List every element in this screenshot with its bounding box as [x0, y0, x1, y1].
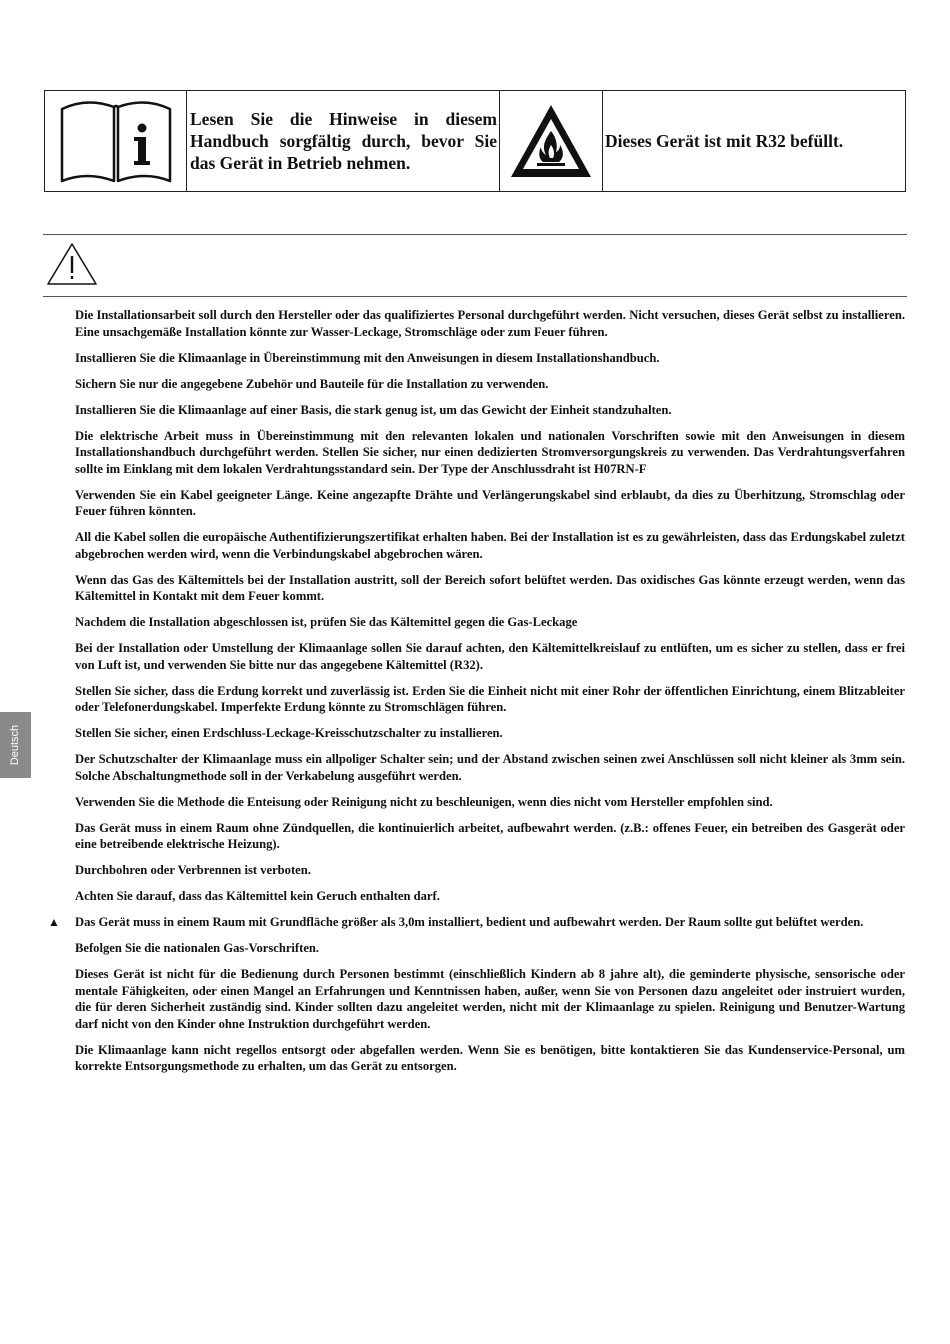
instruction-paragraph: Die elektrische Arbeit muss in Übereinstimmung mit den relevanten lokalen und nationalen Vorschriften sowie mit den Anweisungen in diesem Installationshandbuch durchgeführt werden. Stellen Sie sicher, nur einen dedizierten Stromversorgungskreis zu verwenden. Das Verdrahtungsverfahren sollte im Einklang mit dem lokalen Verdrahtungsstandard sein. Der Type der Anschlussdraht ist H07RN-F: [75, 428, 905, 476]
instruction-paragraph: Installieren Sie die Klimaanlage auf einer Basis, die stark genug ist, um das Gewicht der Einheit standzuhalten.: [75, 402, 672, 417]
read-manual-text: Lesen Sie die Hinweise in diesem Handbuch sorgfältig durch, bevor Sie das Gerät in Betrieb nehmen.: [190, 109, 497, 173]
header-notice-table: [44, 90, 906, 192]
safety-instructions: [48, 307, 905, 1084]
warning-icon-wrap: [45, 241, 99, 292]
instruction-paragraph: Verwenden Sie ein Kabel geeigneter Länge. Keine angezapfte Drähte und Verlängerungskabel sind erblaubt, da dies zu Überhitzung, Stromschlag oder Feuer führen könnten.: [75, 487, 905, 518]
instruction-paragraph: Der Schutzschalter der Klimaanlage muss ein allpoliger Schalter sein; und der Abstand zwischen seinen zwei Anschlüssen soll nicht kleiner als 3mm sein. Solche Abschaltungmethode soll in der Verkabelung ausgeführt werden.: [75, 752, 905, 783]
instruction-paragraph: Sichern Sie nur die angegebene Zubehör und Bauteile für die Installation zu verwenden.: [75, 376, 549, 391]
instruction-paragraph: Die Klimaanlage kann nicht regellos entsorgt oder abgefallen werden. Wenn Sie es benötigen, bitte kontaktieren Sie das Kundenservice-Personal, um korrekte Entsorgungsmethode zu erhalten, um das Gerät zu entsorgen.: [75, 1042, 905, 1073]
instruction-paragraph: Installieren Sie die Klimaanlage in Übereinstimmung mit den Anweisungen in diesem Installationshandbuch.: [75, 350, 660, 365]
instruction-paragraph: Befolgen Sie die nationalen Gas-Vorschriften.: [75, 941, 320, 955]
instruction-text: Das Gerät muss in einem Raum mit Grundfläche größer als 3,0m installiert, bedient und aufbewahrt werden. Der Raum sollte gut belüftet werden.: [75, 915, 864, 929]
instruction-paragraph: Dieses Gerät ist nicht für die Bedienung durch Personen bestimmt (einschließlich Kindern ab 8 jahre alt), die geminderte physische, sensorische oder mentale Fähigkeiten, oder einen Mangel an Erfahrungen und Kenntnissen haben, außer, wenn Sie von Personen dazu angeleitet oder instruiert wurden, die für deren Sicherheit zuständig sind. Kinder sollten dazu angeleitet werden, nicht mit der Klimaanlage zu spielen. Reinigung und Benutzer-Wartung darf nicht von den Kinder ohne Instruktion durchgeführt werden.: [75, 967, 905, 1031]
instruction-paragraph: Verwenden Sie die Methode die Enteisung oder Reinigung nicht zu beschleunigen, wenn dies nicht vom Hersteller empfohlen sind.: [75, 794, 773, 809]
language-side-tab: [0, 712, 31, 778]
bottom-divider: [43, 296, 907, 297]
flammable-icon-cell: [500, 91, 603, 191]
manual-icon-cell: [45, 91, 187, 191]
instruction-paragraph-marked: [48, 914, 905, 931]
read-manual-cell: [187, 91, 500, 191]
instruction-paragraph: Bei der Installation oder Umstellung der Klimaanlage sollen Sie darauf achten, den Kältemittelkreislauf zu entlüften, um es sicher zu stellen, dass er frei von Luft ist, und verwenden Sie bitte nur das angegebene Kältemittel (R32).: [75, 641, 905, 672]
manual-info-icon: [57, 95, 175, 187]
instruction-paragraph: All die Kabel sollen die europäische Authentifizierungszertifikat erhalten haben. Bei der Installation ist es zu gewährleisten, dass das Erdungskabel zuletzt abgebrochen werden wird, wenn die Verbindungskabel abgebrochen wären.: [75, 530, 905, 561]
instruction-paragraph: Achten Sie darauf, dass das Kältemittel kein Geruch enthalten darf.: [75, 889, 440, 903]
caution-triangle-icon: [45, 241, 99, 287]
instruction-paragraph: Stellen Sie sicher, einen Erdschluss-Leckage-Kreisschutzschalter zu installieren.: [75, 726, 503, 740]
instruction-paragraph: Das Gerät muss in einem Raum ohne Zündquellen, die kontinuierlich arbeitet, aufbewahrt werden. (z.B.: offenes Feuer, ein betreiben des Gasgerät oder eine betreibende elektrische Heizung).: [75, 820, 905, 851]
instruction-paragraph: Die Installationsarbeit soll durch den Hersteller oder das qualifiziertes Personal durchgeführt werden. Nicht versuchen, dieses Gerät selbst zu installieren. Eine unsachgemäße Installation könnte zur Wasser-Leckage, Stromschläge oder zum Feuer führen.: [75, 308, 905, 339]
r32-notice-text: Dieses Gerät ist mit R32 befüllt.: [605, 130, 844, 151]
top-divider: [43, 234, 907, 235]
instruction-paragraph: Stellen Sie sicher, dass die Erdung korrekt und zuverlässig ist. Erden Sie die Einheit nicht mit einer Rohr der öffentlichen Einrichtung, einem Blitzableiter oder Telefonerdungskabel. Imperfekte Erdung könnte zu Stromschlägen führen.: [75, 683, 905, 714]
triangle-bullet-icon: ▲: [48, 915, 60, 929]
language-label: Deutsch: [9, 724, 22, 766]
instruction-paragraph: Nachdem die Installation abgeschlossen ist, prüfen Sie das Kältemittel gegen die Gas-Leckage: [75, 615, 578, 629]
instruction-paragraph: Wenn das Gas des Kältemittels bei der Installation austritt, soll der Bereich sofort belüftet werden. Das oxidisches Gas könnte erzeugt werden, wenn das Kältemittel in Kontakt mit dem Feuer kommt.: [75, 572, 905, 603]
flammable-warning-icon: [508, 101, 594, 181]
instruction-paragraph: Durchbohren oder Verbrennen ist verboten.: [75, 863, 311, 877]
refrigerant-notice-cell: [603, 91, 905, 191]
